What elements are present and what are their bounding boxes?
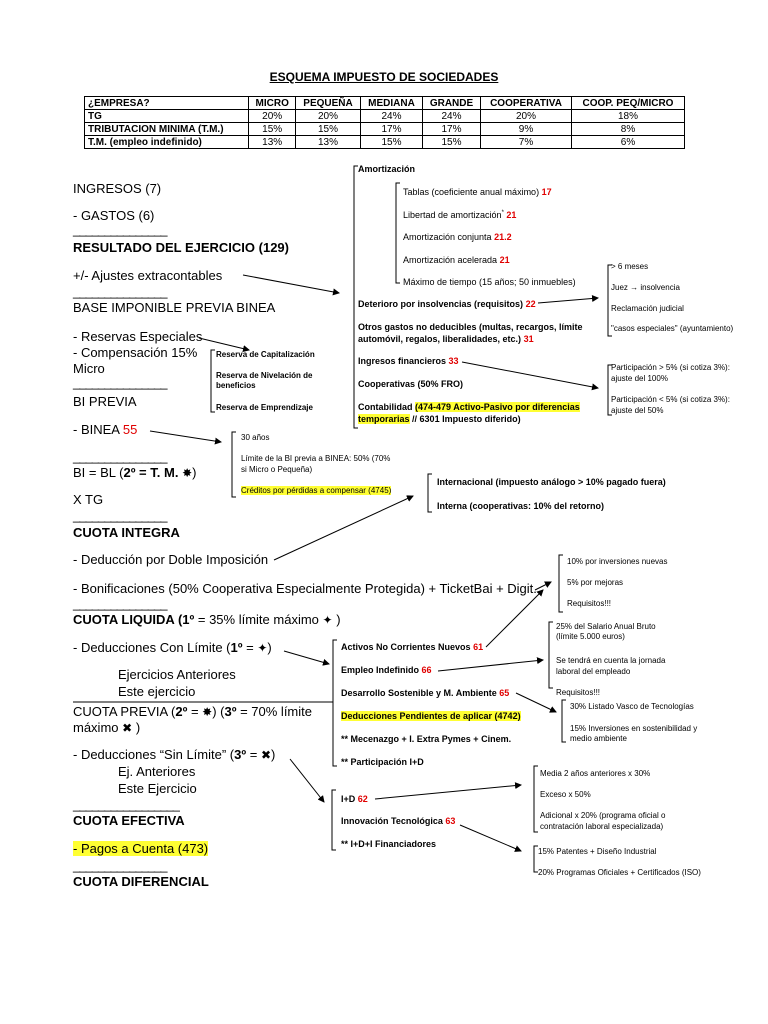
ingresos-fin-text: Ingresos financieros <box>358 356 447 366</box>
bracket-id-detail <box>534 766 538 832</box>
compensacion-label: - Compensación 15% <box>73 345 198 360</box>
arrow-activos <box>486 590 543 647</box>
table-header-cell: ¿EMPRESA? <box>85 97 249 110</box>
bi-previa-label: BI PREVIA <box>73 394 137 409</box>
list-item: > 6 meses <box>611 262 649 271</box>
table-cell: 17% <box>422 123 480 136</box>
contabilidad-label-2 <box>358 414 521 424</box>
amort-item-sup: * <box>501 210 504 216</box>
arrow-innovacion <box>460 825 521 851</box>
id-exceso: Exceso x 50% <box>540 790 591 799</box>
idi-id <box>341 794 368 804</box>
separator: _______________ <box>73 222 167 237</box>
cuota-previa-order2: 2º <box>175 704 188 719</box>
binea-creditos-highlight: Créditos por pérdidas a compensar (4745) <box>241 486 392 495</box>
cross4-icon: ✦ <box>322 613 333 627</box>
list-item <box>403 187 552 197</box>
list-item: Máximo de tiempo (15 años; 50 inmuebles) <box>403 277 576 287</box>
list-item: Reserva de Nivelación de <box>216 371 313 380</box>
list-item: Reserva de Capitalización <box>216 350 315 359</box>
amort-item-num: 21 <box>506 210 517 220</box>
table-cell: 15% <box>361 136 423 149</box>
ingresos-fin-label <box>358 356 459 366</box>
id-adicional-2: contratación laboral especializada) <box>540 822 664 831</box>
list-item <box>403 255 510 265</box>
cuota-efectiva-label: CUOTA EFECTIVA <box>73 813 185 828</box>
bracket-sostenible <box>562 700 566 742</box>
list-item: beneficios <box>216 381 256 390</box>
ded-limite-label <box>73 640 272 655</box>
innov-patentes: 15% Patentes + Diseño Industrial <box>538 847 657 856</box>
amort-item-text: Amortización acelerada <box>403 255 498 265</box>
id-media: Media 2 años anteriores x 30% <box>540 769 651 778</box>
table-cell: 20% <box>481 110 572 123</box>
idi-financiadores: ** I+D+I Financiadores <box>341 839 437 849</box>
bracket-binea <box>232 432 236 497</box>
bracket-doble <box>428 474 432 512</box>
ej-anteriores-label: Ej. Anteriores <box>118 764 196 779</box>
arrow-ingresos-fin <box>462 362 598 388</box>
sin-limite-label <box>73 747 275 762</box>
cuota-previa-order3: 3º <box>224 704 237 719</box>
arrow-reservas <box>199 338 249 350</box>
table-header-cell: MEDIANA <box>361 97 423 110</box>
ded-participacion: ** Participación I+D <box>341 757 424 767</box>
list-item: Reclamación judicial <box>611 304 684 313</box>
ded-limite-eq: = <box>242 640 258 655</box>
participacion-line: Participación > 5% (si cotiza 3%): <box>611 363 730 372</box>
list-item <box>403 210 516 220</box>
ded-mecenazgo: ** Mecenazgo + I. Extra Pymes + Cinem. <box>341 734 512 744</box>
amortizacion-header: Amortización <box>358 164 416 174</box>
amort-item-num: 21 <box>499 255 510 265</box>
otros-gastos-label-1: Otros gastos no deducibles (multas, recargos, límite <box>358 322 583 332</box>
bi-bl-label <box>73 465 196 480</box>
binea-limite-2: si Micro o Pequeña) <box>241 465 313 474</box>
separator: _______________ <box>73 596 167 611</box>
table-cell: 15% <box>422 136 480 149</box>
table-cell: 17% <box>361 123 423 136</box>
cuota-liquida-limit: = 35% límite máximo <box>194 612 319 627</box>
bracket-reservas <box>211 350 215 412</box>
maximo-text: máximo <box>73 720 119 735</box>
sin-limite-text: - Deducciones “Sin Límite” ( <box>73 747 235 762</box>
innov-programas: 20% Programas Oficiales + Certificados (ISO) <box>538 868 701 877</box>
bracket-bonif <box>559 555 563 612</box>
list-item: Requisitos!!! <box>567 599 612 608</box>
table-header-cell: MICRO <box>249 97 296 110</box>
sostenible-line-3: medio ambiente <box>570 734 627 743</box>
separator: _________________ <box>73 797 179 812</box>
table-cell: 24% <box>422 110 480 123</box>
list-item <box>403 232 512 242</box>
cross4-icon: ✦ <box>257 641 268 655</box>
sin-limite-order: 3º <box>234 747 247 762</box>
arrow-bonif <box>535 582 551 590</box>
starburst-icon: ✸ <box>182 466 193 480</box>
list-item: Juez → insolvencia <box>611 283 680 292</box>
table-cell: 13% <box>249 136 296 149</box>
ejercicios-anteriores-label: Ejercicios Anteriores <box>118 667 236 682</box>
ded-empleo-num: 66 <box>421 665 432 675</box>
table-cell: 13% <box>295 136 360 149</box>
table-cell: 20% <box>295 110 360 123</box>
ded-activos <box>341 642 483 652</box>
otros-gastos-num: 31 <box>523 334 534 344</box>
sostenible-line-2: 15% Inversiones en sostenibilidad y <box>570 724 698 733</box>
table-cell: 24% <box>361 110 423 123</box>
cuota-liquida-order: 1º <box>182 612 195 627</box>
ded-desarrollo <box>341 688 509 698</box>
binea-limite-1: Límite de la BI previa a BINEA: 50% (70% <box>241 454 391 463</box>
separator: _______________ <box>73 284 167 299</box>
maximo-close: ) <box>132 720 141 735</box>
bi-bl-text: BI = BL ( <box>73 465 124 480</box>
xtg-label: X TG <box>73 492 104 507</box>
bracket-amort-items <box>396 183 400 283</box>
cuota-previa-eq: = <box>187 704 203 719</box>
list-item: 5% por mejoras <box>567 578 624 587</box>
cuota-liquida-close: ) <box>332 612 341 627</box>
cuota-liquida-label <box>73 612 341 627</box>
binea-number: 55 <box>122 422 138 437</box>
participacion-line: ajuste del 100% <box>611 374 668 383</box>
separator: _______________ <box>73 449 167 464</box>
cuota-diferencial-label: CUOTA DIFERENCIAL <box>73 874 209 889</box>
bonificaciones-label: - Bonificaciones (50% Cooperativa Especialmente Protegida) + TicketBai + Digit. <box>73 581 537 596</box>
ded-activos-text: Activos No Corrientes Nuevos <box>341 642 471 652</box>
amort-item-text: Amortización conjunta <box>403 232 492 242</box>
ded-pendientes <box>341 711 521 721</box>
ded-activos-num: 61 <box>473 642 484 652</box>
idi-innovacion <box>341 816 455 826</box>
table-header-cell: COOPERATIVA <box>481 97 572 110</box>
idi-id-num: 62 <box>357 794 368 804</box>
ded-limite-text: - Deducciones Con Límite ( <box>73 640 231 655</box>
ded-pendientes-highlight: Deducciones Pendientes de aplicar (4742) <box>341 711 521 721</box>
doble-interna: Interna (cooperativas: 10% del retorno) <box>437 501 605 511</box>
bracket-idi <box>332 790 336 850</box>
pagos-cuenta-label <box>73 841 208 856</box>
pagos-cuenta-highlight: - Pagos a Cuenta (473) <box>73 841 209 856</box>
empleo-jornada-2: laboral del empleado <box>556 667 631 676</box>
micro-label: Micro <box>73 361 105 376</box>
id-adicional-1: Adicional x 20% (programa oficial o <box>540 811 666 820</box>
list-item: Reserva de Emprendizaje <box>216 403 313 412</box>
deterioro-num: 22 <box>525 299 536 309</box>
participacion-line: ajuste del 50% <box>611 406 664 415</box>
binea-creditos <box>241 486 391 495</box>
contabilidad-rest: // 6301 Impuesto diferido) <box>412 414 521 424</box>
arrow-doble <box>274 496 413 560</box>
este-ejercicio-label: Este ejercicio <box>118 684 196 699</box>
contabilidad-highlight: temporarias <box>358 414 410 424</box>
ded-desarrollo-text: Desarrollo Sostenible y M. Ambiente <box>341 688 497 698</box>
table-header-cell: COOP. PEQ/MICRO <box>571 97 684 110</box>
arrow-desarrollo <box>516 693 556 712</box>
ded-limite-order: 1º <box>230 640 243 655</box>
deterioro-text: Deterioro por insolvencias (requisitos) <box>358 299 524 309</box>
arrow-ajustes <box>243 275 339 293</box>
xmark-icon: ✖ <box>122 721 133 735</box>
cuota-integra-label: CUOTA INTEGRA <box>73 525 180 540</box>
cooperativas-label: Cooperativas (50% FRO) <box>358 379 464 389</box>
gastos-label: - GASTOS (6) <box>73 208 155 223</box>
empleo-salario-2: (límite 5.000 euros) <box>556 632 625 641</box>
table-cell: TG <box>85 110 249 123</box>
separator: _______________ <box>73 375 167 390</box>
ded-empleo <box>341 665 432 675</box>
bi-bl-close: ) <box>192 465 197 480</box>
participacion-line: Participación < 5% (si cotiza 3%): <box>611 395 730 404</box>
ded-empleo-text: Empleo Indefinido <box>341 665 419 675</box>
contabilidad-highlight: (474-479 Activo-Pasivo por diferencias <box>415 402 580 412</box>
idi-innovacion-text: Innovación Tecnológica <box>341 816 443 826</box>
arrow-ded-limite <box>284 651 329 664</box>
idi-id-text: I+D <box>341 794 356 804</box>
empleo-salario-1: 25% del Salario Anual Bruto <box>556 622 656 631</box>
deterioro-label <box>358 299 536 309</box>
cuota-previa-mid: ) ( <box>212 704 225 719</box>
otros-gastos-text: automóvil, regalos, liberalidades, etc.) <box>358 334 522 344</box>
page-title: ESQUEMA IMPUESTO DE SOCIEDADES <box>269 70 499 84</box>
arrow-binea <box>150 431 221 442</box>
ingresos-fin-num: 33 <box>448 356 459 366</box>
cuota-previa-text: CUOTA PREVIA ( <box>73 704 176 719</box>
table-cell: 15% <box>295 123 360 136</box>
table-cell: TRIBUTACION MINIMA (T.M.) <box>85 123 249 136</box>
amort-item-text: Tablas (coeficiente anual máximo) <box>403 187 540 197</box>
cuota-previa-label <box>73 704 312 719</box>
contabilidad-text: Contabilidad <box>358 402 413 412</box>
reservas-label: - Reservas Especiales <box>73 329 203 344</box>
empleo-requisitos: Requisitos!!! <box>556 688 601 697</box>
bracket-deducciones <box>333 640 337 766</box>
arrow-id <box>375 785 521 799</box>
arrow-sin-limite <box>290 759 324 802</box>
ingresos-label: INGRESOS (7) <box>73 181 162 196</box>
arrow-empleo <box>438 660 543 671</box>
otros-gastos-label-2 <box>358 334 534 344</box>
amort-item-num: 17 <box>541 187 552 197</box>
list-item: 10% por inversiones nuevas <box>567 557 668 566</box>
empleo-jornada-1: Se tendrá en cuenta la jornada <box>556 656 666 665</box>
idi-innovacion-num: 63 <box>445 816 456 826</box>
separator: _______________ <box>73 858 167 873</box>
table-cell: 7% <box>481 136 572 149</box>
ded-limite-close: ) <box>267 640 272 655</box>
binea-text: - BINEA <box>73 422 120 437</box>
cuota-liquida-text: CUOTA LIQUIDA ( <box>73 612 183 627</box>
starburst-icon: ✸ <box>202 705 213 719</box>
arrow-deterioro <box>538 298 598 303</box>
binea-anos: 30 años <box>241 433 270 442</box>
list-item: "casos especiales" (ayuntamiento) <box>611 324 734 333</box>
xmark-icon: ✖ <box>260 748 271 762</box>
resultado-label: RESULTADO DEL EJERCICIO (129) <box>73 240 289 255</box>
amort-item-num: 21.2 <box>494 232 512 242</box>
sin-limite-close: ) <box>271 747 276 762</box>
table-cell: 8% <box>571 123 684 136</box>
sin-limite-eq: = <box>246 747 261 762</box>
doble-imposicion-label: - Deducción por Doble Imposición <box>73 552 269 567</box>
maximo-label <box>73 720 140 735</box>
table-cell: 6% <box>571 136 684 149</box>
este-ejercicio2-label: Este Ejercicio <box>118 781 197 796</box>
bi-bl-strong: 2º = T. M. <box>123 465 179 480</box>
amort-item-text: Libertad de amortización <box>403 210 502 220</box>
separator: _______________ <box>73 508 167 523</box>
table-cell: 20% <box>249 110 296 123</box>
contabilidad-label-1 <box>358 402 580 412</box>
table-header-cell: PEQUEÑA <box>295 97 360 110</box>
binea-label <box>73 422 137 437</box>
doble-internacional: Internacional (impuesto análogo > 10% pagado fuera) <box>437 477 666 487</box>
ajustes-label: +/- Ajustes extracontables <box>73 268 223 283</box>
cuota-previa-limit: = 70% límite <box>236 704 312 719</box>
table-header-cell: GRANDE <box>422 97 480 110</box>
table-cell: 15% <box>249 123 296 136</box>
sostenible-line-1: 30% Listado Vasco de Tecnologías <box>570 702 694 711</box>
bracket-empleo <box>549 622 553 688</box>
base-previa-label: BASE IMPONIBLE PREVIA BINEA <box>73 300 276 315</box>
table-cell: T.M. (empleo indefinido) <box>85 136 249 149</box>
table-cell: 18% <box>571 110 684 123</box>
table-cell: 9% <box>481 123 572 136</box>
ded-desarrollo-num: 65 <box>499 688 510 698</box>
